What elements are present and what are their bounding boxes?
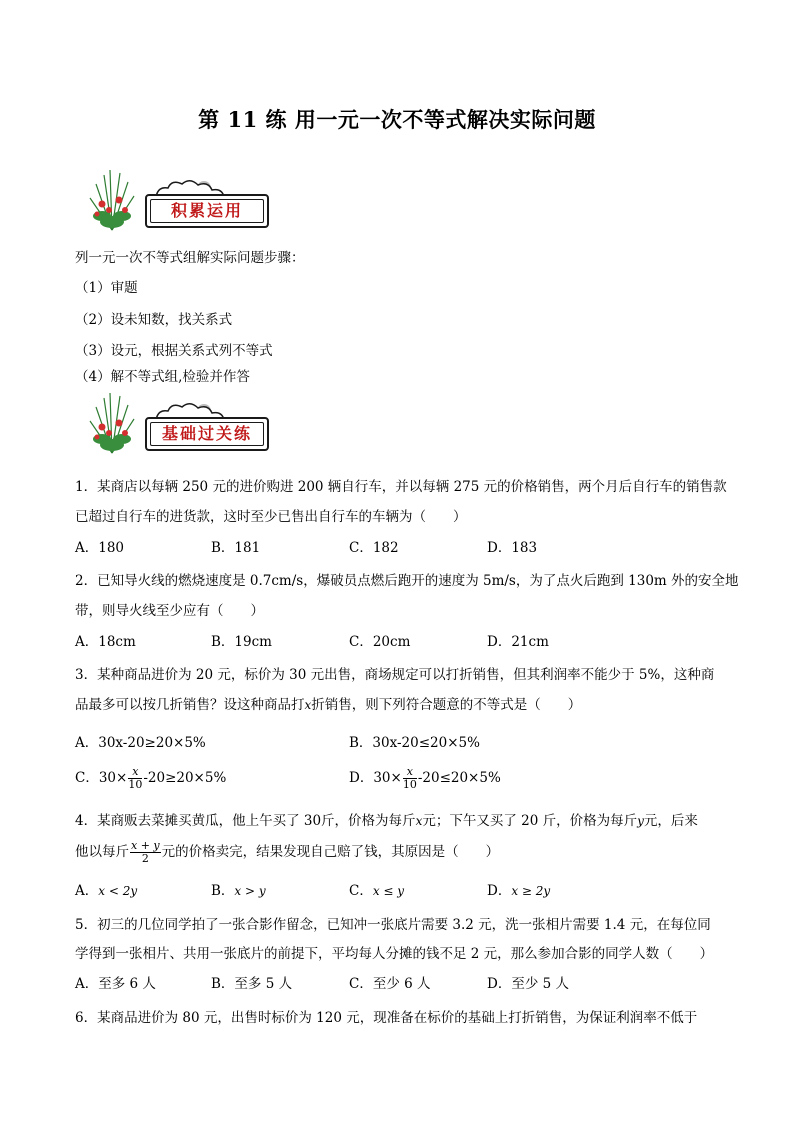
- section-badge-practice: [82, 170, 272, 232]
- intro-step: （1）审题: [75, 280, 138, 296]
- plant-icon: [82, 393, 142, 455]
- fraction: $\frac{x}{10}$: [128, 765, 143, 791]
- section-badge-basic: [82, 393, 272, 455]
- intro-step: （2）设未知数，找关系式: [75, 312, 233, 328]
- section-label: 积累运用: [170, 201, 243, 220]
- page-title: 第 11 练 用一元一次不等式解决实际问题: [198, 107, 596, 132]
- option-d: D．x ≥ 2y: [487, 883, 551, 899]
- question-1-text: 已超过自行车的进货款，这时至少已售出自行车的车辆为（ ）: [75, 509, 467, 525]
- question-4-text: 他以每斤 $\frac{x + y}{2}$ 元的价格卖完，结果发现自己赔了钱，其原因是（ ）: [75, 839, 500, 865]
- option-a: A．30x-20≥20×5%: [75, 735, 206, 751]
- question-4-text: 4．某商贩去菜摊买黄瓜，他上午买了 30斤，价格为每斤x元；下午又买了 20 斤，价格为每斤y元，后来: [75, 813, 698, 829]
- option-b: B．x > y: [211, 883, 266, 899]
- option-c: C．182: [349, 540, 399, 556]
- option-d: D．183: [487, 540, 538, 556]
- option-b: B．181: [211, 540, 261, 556]
- option-c: C．30× $\frac{x}{10}$ -20≥20×5%: [75, 765, 227, 791]
- option-c: C．x ≤ y: [349, 883, 405, 899]
- option-a: A．至多 6 人: [75, 976, 156, 992]
- option-c: C．20cm: [349, 634, 411, 650]
- option-b: B．30x-20≤20×5%: [349, 735, 480, 751]
- fraction: $\frac{x}{10}$: [402, 765, 417, 791]
- question-6-text: 6．某商品进价为 80 元，出售时标价为 120 元，现准备在标价的基础上打折销售，为保证利润率不低于: [75, 1010, 698, 1026]
- option-b: B．至多 5 人: [211, 976, 293, 992]
- question-3-text: 3．某种商品进价为 20 元，标价为 30 元出售，商场规定可以打折销售，但其利润率不能少于 5%，这种商: [75, 667, 715, 683]
- option-d: D．21cm: [487, 634, 549, 650]
- question-1-text: 1．某商店以每辆 250 元的进价购进 200 辆自行车，并以每辆 275 元的价格销售，两个月后自行车的销售款: [75, 479, 727, 495]
- section-label: 基础过关练: [161, 424, 252, 443]
- intro-step: （3）设元，根据关系式列不等式: [75, 343, 273, 359]
- plant-icon: [82, 170, 142, 232]
- intro-step: （4）解不等式组,检验并作答: [75, 369, 250, 385]
- option-d: D．30× $\frac{x}{10}$ -20≤20×5%: [349, 765, 501, 791]
- fraction: $\frac{x + y}{2}$: [131, 839, 160, 865]
- option-d: D．至少 5 人: [487, 976, 569, 992]
- question-5-text: 学得到一张相片、共用一张底片的前提下，平均每人分摊的钱不足 2 元，那么参加合影的同学人数（ ）: [75, 946, 714, 962]
- option-c: C．至少 6 人: [349, 976, 431, 992]
- option-b: B．19cm: [211, 634, 272, 650]
- question-2-text: 2．已知导火线的燃烧速度是 0.7cm/s，爆破员点燃后跑开的速度为 5m/s，为了点火后跑到 130m 外的安全地: [75, 573, 739, 589]
- question-2-text: 带，则导火线至少应有（ ）: [75, 603, 264, 619]
- option-a: A．180: [75, 540, 125, 556]
- intro-heading: 列一元一次不等式组解实际问题步骤：: [75, 250, 305, 266]
- question-3-text: 品最多可以按几折销售？设这种商品打x折销售，则下列符合题意的不等式是（ ）: [75, 697, 582, 713]
- option-a: A．x < 2y: [75, 883, 138, 899]
- question-5-text: 5．初三的几位同学拍了一张合影作留念，已知冲一张底片需要 3.2 元，洗一张相片需要 1.4 元，在每位同: [75, 917, 711, 933]
- option-a: A．18cm: [75, 634, 136, 650]
